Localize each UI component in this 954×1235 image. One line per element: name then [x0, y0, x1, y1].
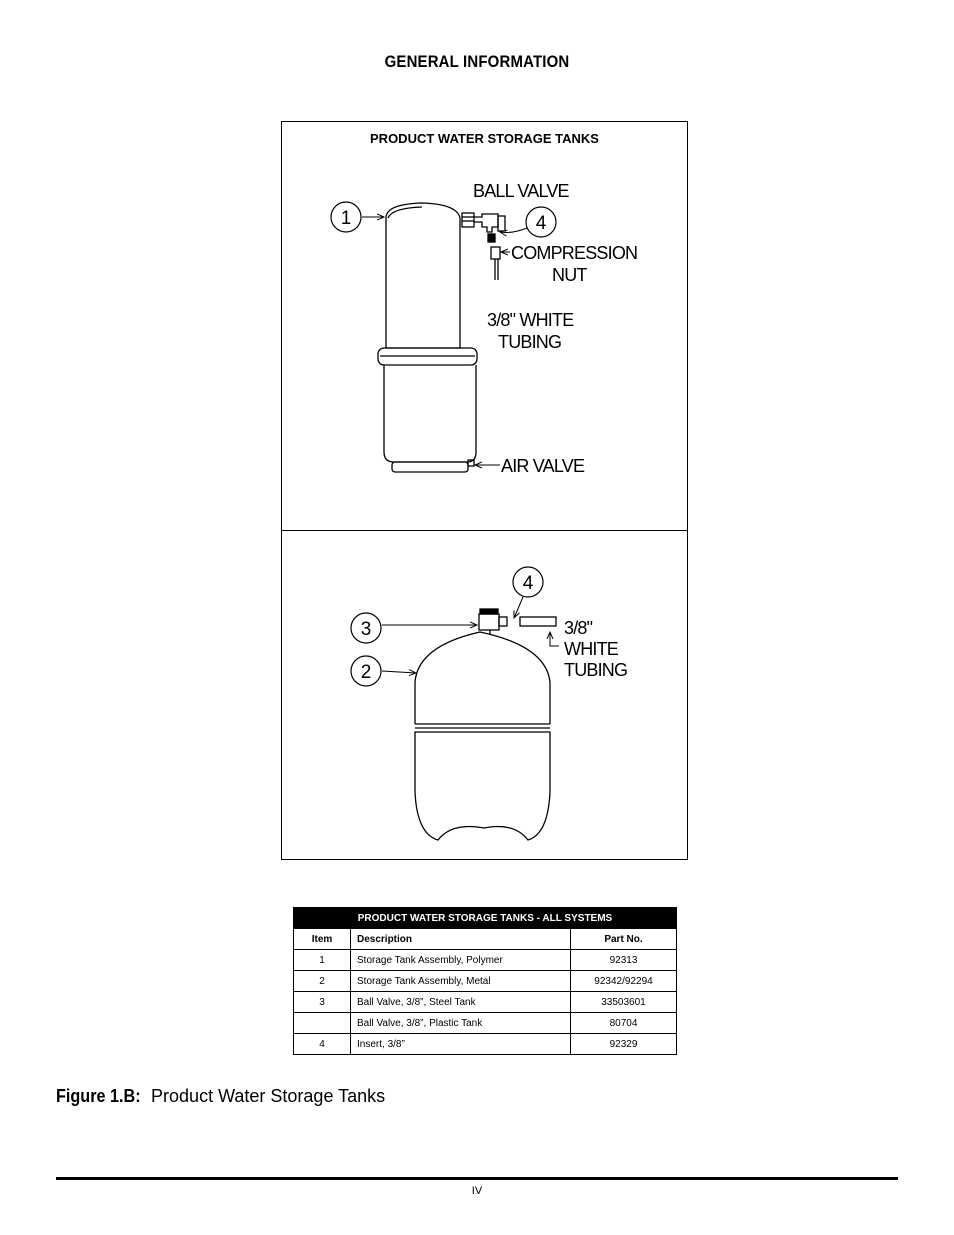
cell-part-no: 92313: [571, 950, 677, 971]
figure-title: PRODUCT WATER STORAGE TANKS: [370, 131, 599, 146]
cell-item: [294, 1013, 351, 1034]
col-header-description: Description: [351, 929, 571, 950]
cell-part-no: 92342/92294: [571, 971, 677, 992]
tubing-label-bottom-3: TUBING: [564, 660, 628, 680]
table-row: [294, 1013, 677, 1034]
metal-tank-drawing: [415, 609, 556, 840]
air-valve-label: AIR VALVE: [501, 456, 585, 476]
polymer-tank-drawing: [378, 203, 505, 472]
cell-description: Ball Valve, 3/8”, Steel Tank: [351, 992, 571, 1013]
callout-3: 3: [360, 619, 372, 640]
footer-rule: [56, 1177, 898, 1180]
tubing-label-top-1: 3/8" WHITE: [487, 310, 574, 330]
ball-valve-label: BALL VALVE: [473, 181, 569, 201]
tank-diagram: [282, 122, 689, 861]
compression-nut-label-1: COMPRESSION: [511, 243, 638, 263]
cell-description: Insert, 3/8”: [351, 1034, 571, 1055]
table-row: [294, 992, 677, 1013]
tubing-label-bottom-2: WHITE: [564, 639, 618, 659]
callout-2: 2: [360, 662, 372, 683]
figure-caption-label: Figure 1.B:: [56, 1086, 141, 1106]
table-row: [294, 971, 677, 992]
tubing-label-top-2: TUBING: [498, 332, 562, 352]
col-header-part-no: Part No.: [571, 929, 677, 950]
cell-item: 1: [294, 950, 351, 971]
parts-table: [293, 907, 677, 1055]
compression-nut-label-2: NUT: [552, 265, 587, 285]
callout-4-bottom: 4: [522, 573, 534, 594]
parts-table-title: PRODUCT WATER STORAGE TANKS - ALL SYSTEMS: [294, 908, 677, 929]
callout-4-top: 4: [535, 213, 547, 234]
col-header-item: Item: [294, 929, 351, 950]
table-row: [294, 1034, 677, 1055]
cell-item: 2: [294, 971, 351, 992]
cell-description: Storage Tank Assembly, Polymer: [351, 950, 571, 971]
cell-description: Storage Tank Assembly, Metal: [351, 971, 571, 992]
cell-part-no: 80704: [571, 1013, 677, 1034]
page-number: IV: [471, 1185, 483, 1197]
cell-part-no: 33503601: [571, 992, 677, 1013]
cell-item: 4: [294, 1034, 351, 1055]
callout-1: 1: [340, 208, 352, 229]
tubing-label-bottom-1: 3/8": [564, 618, 593, 638]
table-row: [294, 950, 677, 971]
figure-frame: [281, 121, 688, 860]
cell-description: Ball Valve, 3/8”, Plastic Tank: [351, 1013, 571, 1034]
cell-part-no: 92329: [571, 1034, 677, 1055]
cell-item: 3: [294, 992, 351, 1013]
figure-caption-text: Product Water Storage Tanks: [151, 1086, 386, 1106]
page-heading: GENERAL INFORMATION: [384, 52, 570, 71]
figure-caption: [56, 1086, 385, 1107]
